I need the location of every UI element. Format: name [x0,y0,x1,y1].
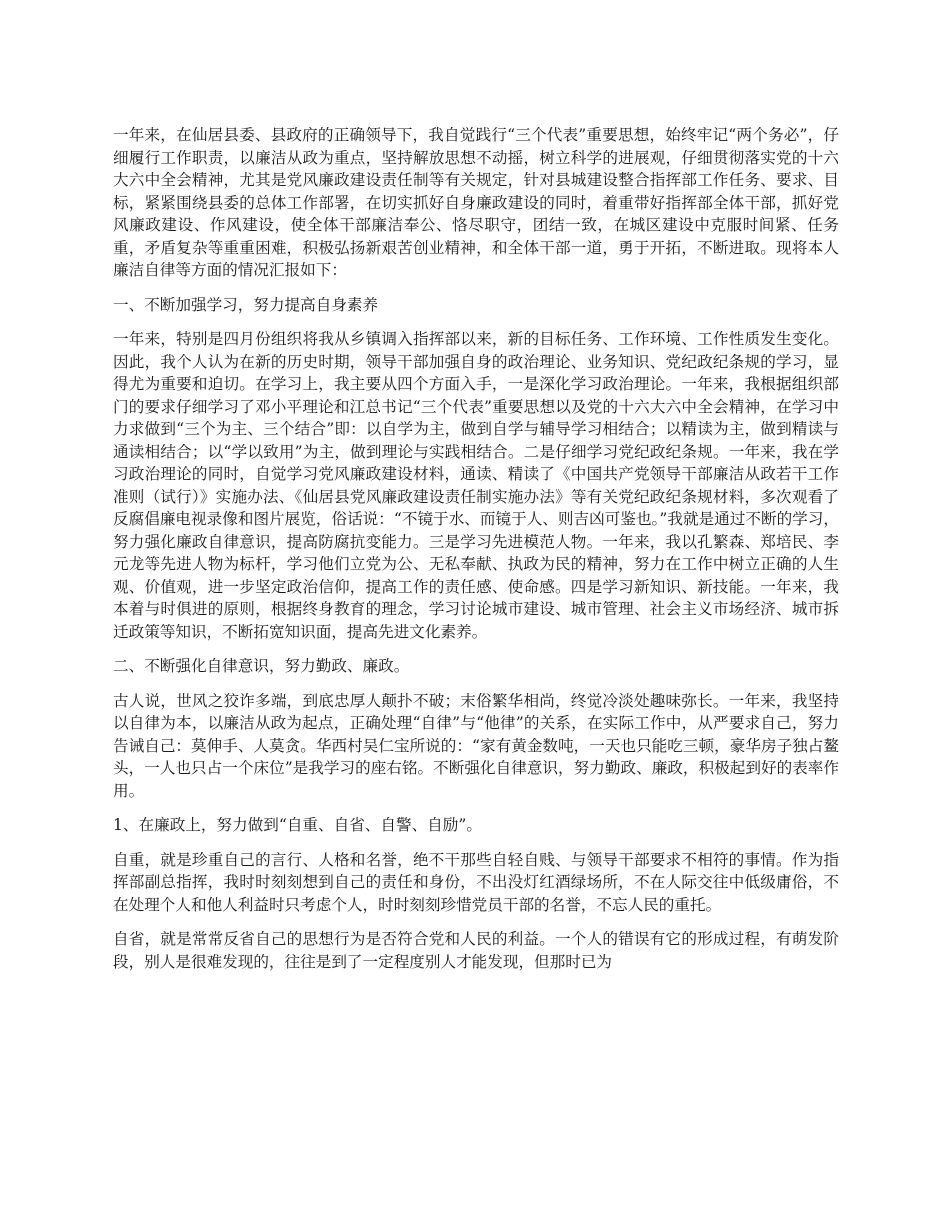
paragraph-self-discipline: 古人说，世风之狡诈多端，到底忠厚人颠扑不破；末俗繁华相尚，终觉冷淡处趣味弥长。一年来，我坚持以自律为本，以廉洁从政为起点，正确处理“自律”与“他律”的关系，在实际工作中，从严要求自己，努力告诫自己：莫伸手、人莫贪。华西村吴仁宝所说的：“家有黄金数吨，一天也只能吃三顿，豪华房子独占鳌头，一人也只占一个床位”是我学习的座右铭。不断强化自律意识，努力勤政、廉政，积极起到好的表率作用。 [113,691,839,800]
document-body [113,124,839,985]
section-heading-2: 二、不断强化自律意识，努力勤政、廉政。 [113,657,410,675]
paragraph-intro: 一年来，在仙居县委、县政府的正确领导下，我自觉践行“三个代表”重要思想，始终牢记“两个务必”，仔细履行工作职责，以廉洁从政为重点，坚持解放思想不动摇，树立科学的进展观，仔细贯彻落实党的十六大六中全会精神，尤其是党风廉政建设责任制等有关规定，针对县城建设整合指挥部工作任务、要求、目标，紧紧围绕县委的总体工作部署，在切实抓好自身廉政建设的同时，着重带好指挥部全体干部，抓好党风廉政建设、作风建设，使全体干部廉洁奉公、恪尽职守，团结一致，在城区建设中克服时间紧、任务重，矛盾复杂等重重困难，积极弘扬新艰苦创业精神，和全体干部一道，勇于开拓，不断进取。现将本人廉洁自律等方面的情况汇报如下： [113,126,839,279]
paragraph-self-respect: 自重，就是珍重自己的言行、人格和名誉，绝不干那些自轻自贱、与领导干部要求不相符的事情。作为指挥部副总指挥，我时时刻刻想到自己的责任和身份，不出没灯红酒绿场所，不在人际交往中低级庸俗，不在处理个人和他人利益时只考虑个人，时时刻刻珍惜党员干部的名誉，不忘人民的重托。 [113,850,839,914]
subsection-heading-1: 1、在廉政上，努力做到“自重、自省、自警、自励”。 [113,816,482,834]
section-heading-1: 一、不断加强学习，努力提高自身素养 [113,295,379,314]
paragraph-self-reflection: 自省，就是常常反省自己的思想行为是否符合党和人民的利益。一个人的错误有它的形成过程，有萌发阶段，别人是很难发现的，往往是到了一定程度别人才能发现，但那时已为 [113,930,839,971]
paragraph-study: 一年来，特别是四月份组织将我从乡镇调入指挥部以来，新的目标任务、工作环境、工作性质发生变化。因此，我个人认为在新的历史时期，领导干部加强自身的政治理论、业务知识、党纪政纪条规的学习，显得尤为重要和迫切。在学习上，我主要从四个方面入手，一是深化学习政治理论。一年来，我根据组织部门的要求仔细学习了邓小平理论和江总书记“三个代表”重要思想以及党的十六大六中全会精神，在学习中力求做到“三个为主、三个结合”即：以自学为主，做到自学与辅导学习相结合；以精读为主，做到精读与通读相结合；以“学以致用”为主，做到理论与实践相结合。二是仔细学习党纪政纪条规。一年来，我在学习政治理论的同时，自觉学习党风廉政建设材料，通读、精读了《中国共产党领导干部廉洁从政若干工作准则（试行）》实施办法、《仙居县党风廉政建设责任制实施办法》等有关党纪政纪条规材料，多次观看了反腐倡廉电视录像和图片展览，俗话说：“不镜于水、而镜于人、则吉凶可鉴也。”我就是通过不断的学习，努力强化廉政自律意识，提高防腐抗变能力。三是学习先进模范人物。一年来，我以孔繁森、郑培民、李元龙等先进人物为标杆，学习他们立党为公、无私奉献、执政为民的精神，努力在工作中树立正确的人生观、价值观，进一步坚定政治信仰，提高工作的责任感、使命感。四是学习新知识、新技能。一年来，我本着与时俱进的原则，根据终身教育的理念，学习讨论城市建设、城市管理、社会主义市场经济、城市拆迁政策等知识，不断拓宽知识面，提高先进文化素养。 [113,330,839,641]
